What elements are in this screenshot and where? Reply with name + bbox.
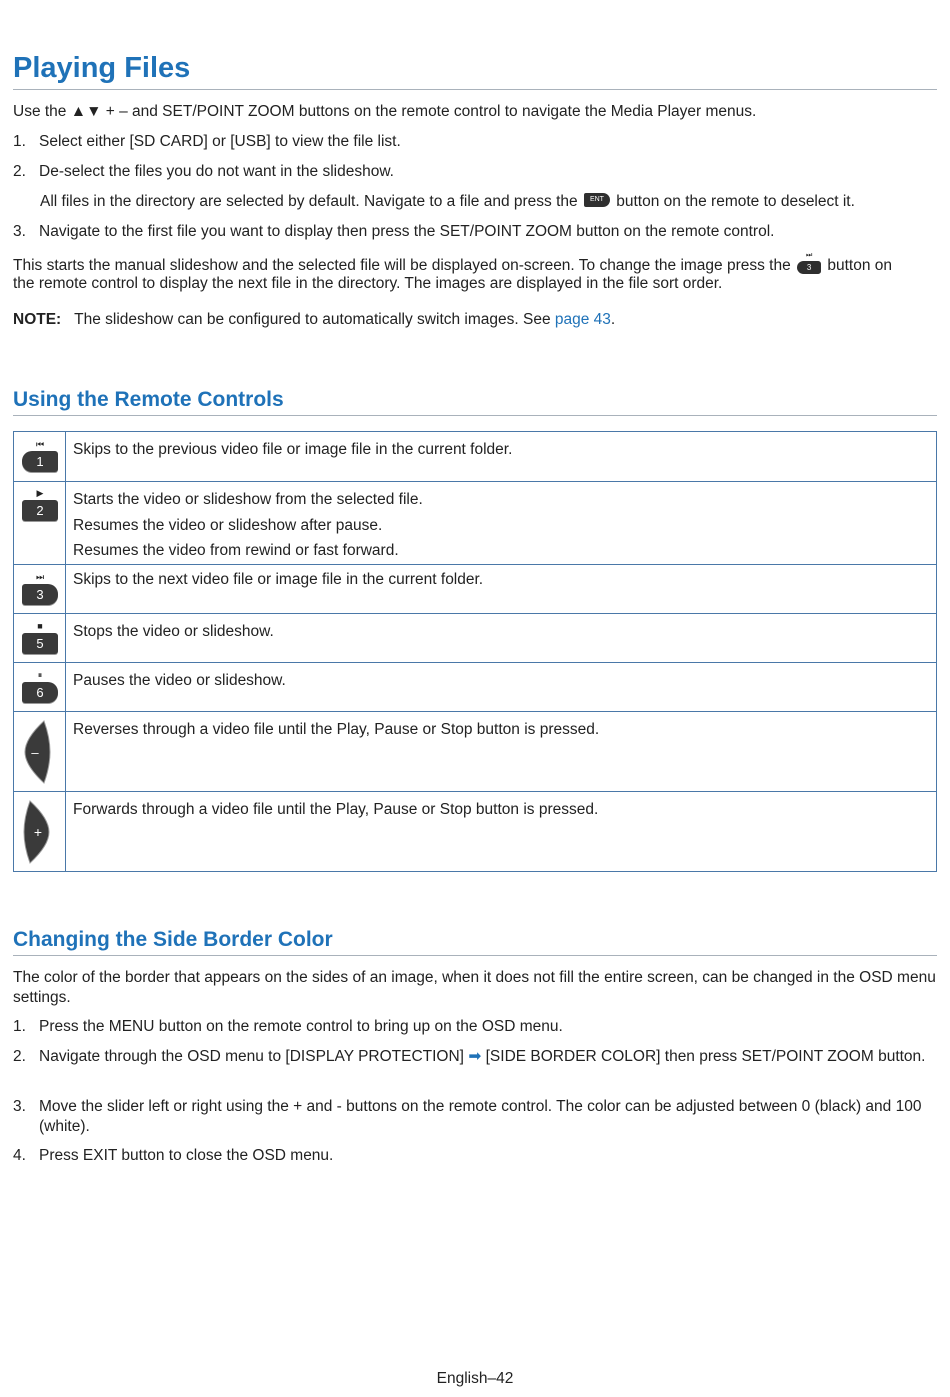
intro-pre: Use the [13, 103, 71, 120]
step-number: 4. [13, 1147, 26, 1164]
table-row [14, 791, 937, 871]
step-text [39, 1047, 937, 1067]
pause-icon: ⏸ [37, 669, 43, 680]
description-cell [66, 482, 937, 565]
table-row [14, 482, 937, 565]
icon-cell [14, 564, 66, 613]
key-1-icon [22, 439, 58, 472]
key-5-icon [22, 621, 58, 654]
table-row [14, 662, 937, 711]
step-text: Move the slider left or right using the + and - buttons on the remote control. The color can be adjusted between 0 (black) and 100 (white). [39, 1098, 922, 1135]
plus-rocker-icon [22, 800, 52, 864]
remote-section-title: Using the Remote Controls [13, 388, 284, 411]
description-line: Starts the video or slideshow from the selected file. [73, 491, 423, 508]
description-cell [66, 711, 937, 791]
step-text: Press the MENU button on the remote control to bring up on the OSD menu. [39, 1018, 563, 1035]
remote-rule [13, 415, 937, 416]
skip-next-icon: ⏭ [806, 252, 813, 259]
key-label: 1 [22, 451, 58, 472]
step-text: Navigate to the first file you want to display then press the SET/POINT ZOOM button on the remote control. [39, 223, 775, 240]
arrow-right-icon: ➡ [468, 1048, 482, 1065]
key-6-icon [22, 670, 58, 703]
step-text: Press EXIT button to close the OSD menu. [39, 1147, 334, 1164]
description-line: Forwards through a video file until the Play, Pause or Stop button is pressed. [73, 800, 599, 818]
description-cell [66, 791, 937, 871]
border-intro: The color of the border that appears on the sides of an image, when it does not fill the entire screen, can be changed in the OSD menu settings. [13, 969, 936, 1006]
slideshow-paragraph-line2: the remote control to display the next file in the directory. The images are displayed in the file sort order. [13, 275, 723, 292]
para-pre: This starts the manual slideshow and the selected file will be displayed on-screen. To change the image press the [13, 257, 796, 275]
skip-previous-icon: ⏮ [35, 439, 45, 449]
step-2-subtext [40, 192, 937, 212]
ent-button-icon: ENT [584, 193, 610, 207]
intro-post: + – and SET/POINT ZOOM buttons on the remote control to navigate the Media Player menus. [101, 103, 757, 120]
icon-cell [14, 482, 66, 565]
icon-cell [14, 662, 66, 711]
key-3-icon [22, 572, 58, 605]
border-rule [13, 955, 937, 956]
remote-controls-table [13, 431, 937, 872]
skip-next-icon: ⏭ [35, 571, 45, 582]
icon-cell [14, 432, 66, 482]
key-label: + [33, 823, 43, 840]
note-label: NOTE: [13, 311, 62, 328]
stop-icon: ■ [37, 620, 43, 631]
page-43-link[interactable]: page 43 [554, 311, 611, 328]
description-cell [66, 564, 937, 613]
step-text-post: [SIDE BORDER COLOR] then press SET/POINT ZOOM button. [481, 1048, 926, 1065]
step-number: 3. [13, 1098, 26, 1115]
description-line: Stops the video or slideshow. [73, 622, 274, 640]
key-label: – [31, 744, 39, 760]
description-line: Skips to the next video file or image file in the current folder. [73, 570, 484, 588]
description-line: Reverses through a video file until the Play, Pause or Stop button is pressed. [73, 720, 600, 738]
next-button-icon [797, 252, 821, 274]
key-label: 5 [22, 633, 58, 654]
description-line: Skips to the previous video file or image file in the current folder. [73, 441, 513, 458]
subtext-post: button on the remote to deselect it. [611, 193, 855, 210]
description-line: Pauses the video or slideshow. [73, 671, 286, 689]
table-row [14, 711, 937, 791]
table-row [14, 564, 937, 613]
icon-cell [14, 711, 66, 791]
key-number: 3 [797, 261, 821, 274]
key-label: 2 [22, 500, 58, 521]
step-text-pre: Navigate through the OSD menu to [DISPLAY PROTECTION] [39, 1048, 469, 1065]
description-cell [66, 432, 937, 482]
step-number: 2. [13, 1048, 26, 1065]
step-number: 3. [13, 223, 26, 240]
step-number: 1. [13, 133, 26, 150]
key-label: 6 [22, 682, 58, 703]
description-cell [66, 662, 937, 711]
page-title: Playing Files [13, 52, 191, 84]
description-line: Resumes the video from rewind or fast forward. [73, 542, 399, 559]
page-footer: English–42 [436, 1370, 514, 1387]
minus-rocker-icon [22, 720, 52, 784]
up-down-arrows-icon: ▲▼ [70, 103, 102, 120]
table-row [14, 432, 937, 482]
table-row [14, 613, 937, 662]
step-text: De-select the files you do not want in the slideshow. [39, 163, 394, 180]
subtext-pre: All files in the directory are selected by default. Navigate to a file and press the [40, 193, 582, 210]
description-line: Resumes the video or slideshow after pause. [73, 516, 383, 534]
step-number: 2. [13, 163, 26, 180]
border-section-title: Changing the Side Border Color [13, 928, 333, 951]
intro-text [13, 102, 937, 122]
key-label: 3 [22, 584, 58, 605]
step-number: 1. [13, 1018, 26, 1035]
icon-cell [14, 791, 66, 871]
description-cell [66, 613, 937, 662]
step-text: Select either [SD CARD] or [USB] to view the file list. [39, 133, 401, 150]
note-text: The slideshow can be configured to automatically switch images. See [74, 311, 555, 328]
note-end: . [610, 311, 616, 328]
icon-cell [14, 613, 66, 662]
key-2-icon [22, 488, 58, 521]
title-rule [13, 89, 937, 90]
para-post: button on [823, 257, 892, 275]
play-icon: ▶ [36, 488, 44, 498]
note [13, 310, 937, 330]
